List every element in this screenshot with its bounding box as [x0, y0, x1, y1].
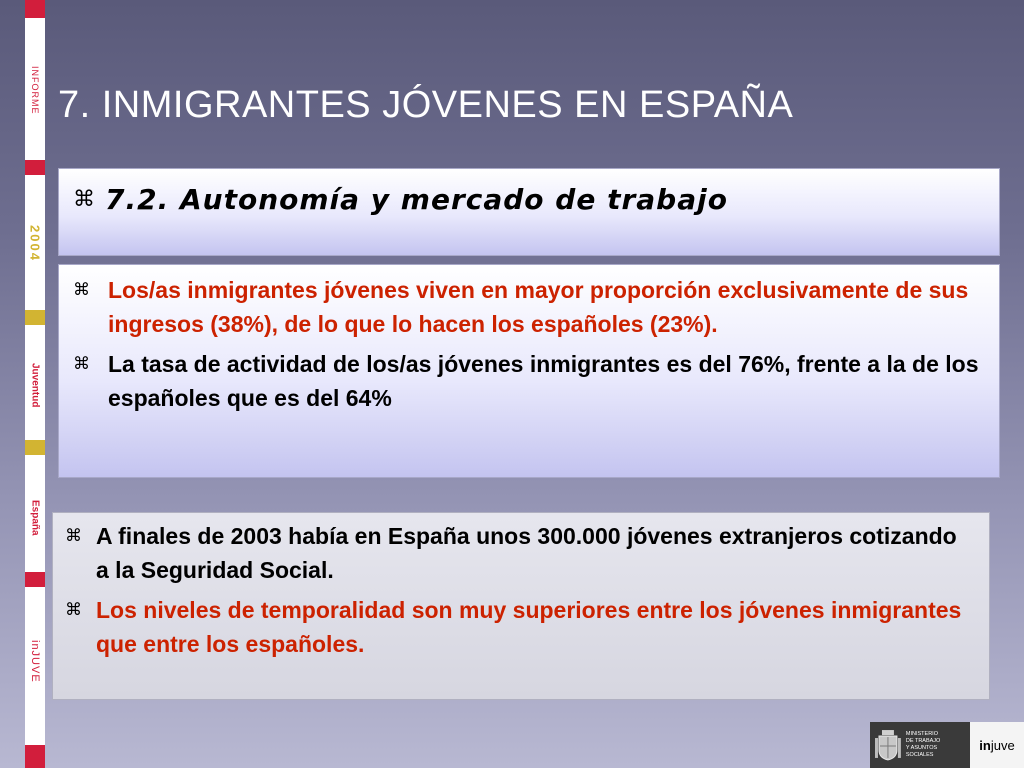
content-panel-2 — [52, 512, 990, 700]
injuve-prefix: in — [979, 737, 991, 753]
bullet-item — [65, 593, 969, 661]
side-strip — [25, 0, 45, 768]
strip-red-block — [25, 0, 45, 18]
bullet-item — [65, 519, 969, 587]
strip-red-block — [25, 745, 45, 768]
subtitle-row — [59, 169, 999, 216]
injuve-suffix: juve — [990, 737, 1015, 753]
strip-label-juventud: Juventud — [29, 362, 41, 408]
command-bullet-icon: ⌘ — [73, 354, 90, 374]
coat-of-arms-icon — [874, 728, 902, 762]
ministry-name — [906, 731, 966, 759]
footer-logos — [870, 722, 1024, 768]
ministry-line: Y ASUNTOS SOCIALES — [905, 745, 938, 758]
bullet-item — [73, 347, 979, 415]
bullet-text: La tasa de actividad de los/as jóvenes inmigrantes es del 76%, frente a la de los españoles que es del 64% — [108, 351, 979, 411]
bullet-item — [73, 273, 979, 341]
subtitle-panel — [58, 168, 1000, 256]
page-title: 7. INMIGRANTES JÓVENES EN ESPAÑA — [58, 84, 794, 126]
bullet-text: Los/as inmigrantes jóvenes viven en mayor proporción exclusivamente de sus ingresos (38%), de lo que lo hacen los españoles (23%). — [108, 277, 969, 337]
command-bullet-icon: ⌘ — [65, 526, 82, 546]
command-bullet-icon: ⌘ — [73, 280, 90, 300]
content-panel-1 — [58, 264, 1000, 478]
strip-red-block — [25, 572, 45, 587]
injuve-logo — [970, 722, 1024, 768]
strip-label-informe: INFORME — [30, 65, 40, 115]
ministry-line: DE TRABAJO — [905, 738, 941, 744]
bullet-text: Los niveles de temporalidad son muy superiores entre los jóvenes inmigrantes que entre los españoles. — [96, 597, 962, 657]
command-bullet-icon: ⌘ — [73, 187, 95, 212]
strip-red-block — [25, 160, 45, 175]
command-bullet-icon: ⌘ — [65, 600, 82, 620]
ministry-logo — [870, 722, 970, 768]
strip-label-espana: España — [29, 500, 41, 536]
section-subtitle: 7.2. Autonomía y mercado de trabajo — [105, 183, 728, 216]
strip-label-year: 2004 — [27, 224, 43, 262]
bullet-text: A finales de 2003 había en España unos 300.000 jóvenes extranjeros cotizando a la Seguridad Social. — [96, 523, 957, 583]
strip-label-injuve: inJUVE — [29, 639, 41, 683]
strip-gold-block — [25, 440, 45, 455]
ministry-line: MINISTERIO — [905, 731, 938, 737]
bullet-list — [53, 513, 989, 661]
bullet-list — [59, 265, 999, 415]
strip-gold-block — [25, 310, 45, 325]
